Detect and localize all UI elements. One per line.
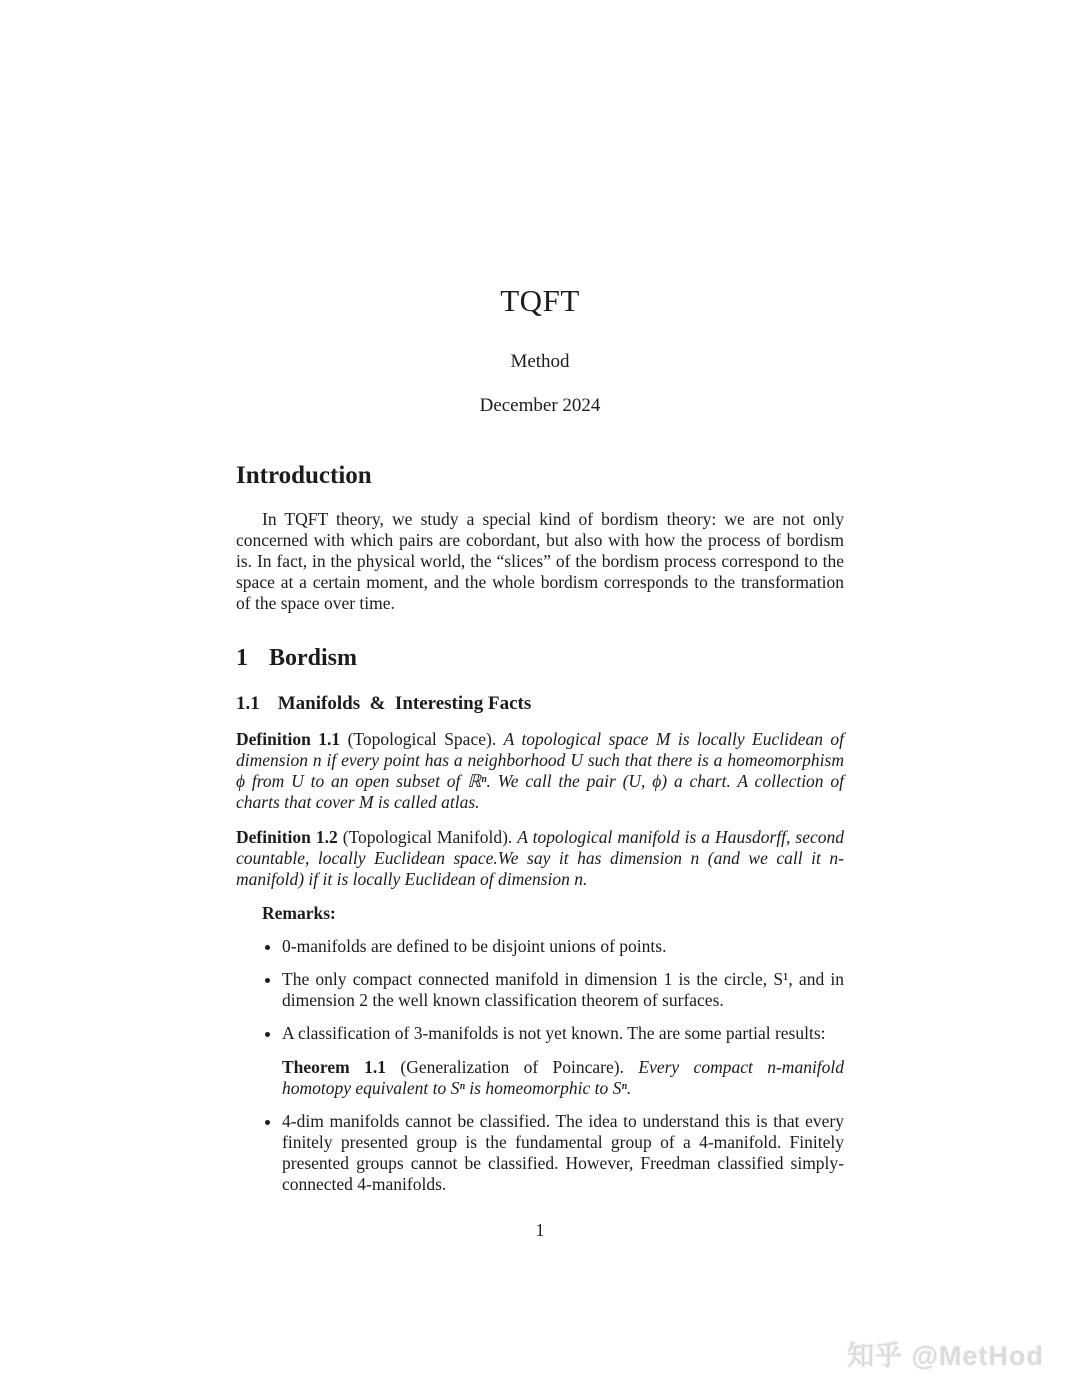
page-content (236, 0, 844, 1195)
subsection-number: 1.1 (236, 693, 260, 714)
subsection-title: Manifolds & Interesting Facts (277, 693, 532, 714)
definition-1-2 (236, 827, 844, 890)
definition-label: Definition 1.2 (236, 827, 338, 847)
page-number: 1 (535, 1220, 545, 1240)
remark-text: A classification of 3-manifolds is not yet known. The are some partial results: (282, 1023, 826, 1043)
remark-item (282, 936, 844, 957)
title-block (236, 0, 844, 417)
definition-body: A topological space M is locally Euclidean of dimension n if every point has a neighborhood U such that there is a homeomorphism ϕ from U to an open subset of ℝⁿ. We call the pair (U, ϕ) a chart. A collection of charts that cover M is called atlas. (236, 729, 845, 812)
section-heading-introduction: Introduction (236, 462, 372, 489)
paper-title: TQFT (500, 283, 580, 318)
remark-item (282, 1023, 844, 1099)
theorem-qualifier: (Generalization of Poincare). (400, 1057, 624, 1077)
zhihu-watermark: 知乎 @MetHod (847, 1341, 1044, 1371)
remark-item (282, 969, 844, 1011)
definition-qualifier: (Topological Manifold). (342, 827, 513, 847)
remark-text: 4-dim manifolds cannot be classified. The idea to understand this is that every finitely presented group is the fundamental group of a 4-manifold. Finitely presented groups cannot be classified. However, Freedman classified simply-connected 4-manifolds. (282, 1111, 844, 1194)
remark-item (282, 1111, 844, 1195)
theorem-label: Theorem 1.1 (282, 1057, 386, 1077)
introduction-paragraph: In TQFT theory, we study a special kind of bordism theory: we are not only concerned with which pairs are cobordant, but also with how the process of bordism is. In fact, in the physical world, the “slices” of the bordism process correspond to the space at a certain moment, and the whole bordism corresponds to the transformation of the space over time. (236, 509, 844, 613)
theorem-1-1 (282, 1057, 844, 1099)
subsection-heading-manifolds (236, 693, 844, 715)
remarks-heading: Remarks: (262, 903, 336, 923)
definition-label: Definition 1.1 (236, 729, 341, 749)
paper-author: Method (510, 351, 570, 372)
definition-1-1 (236, 729, 844, 813)
definition-body: A topological manifold is a Hausdorff, second countable, locally Euclidean space.We say it has dimension n (and we call it n-manifold) if it is locally Euclidean of dimension n. (236, 827, 845, 889)
section-title: Bordism (269, 645, 358, 671)
paper-date: December 2024 (479, 395, 601, 416)
theorem-body: Every compact n-manifold homotopy equivalent to Sⁿ is homeomorphic to Sⁿ. (282, 1057, 845, 1098)
remark-text: 0-manifolds are defined to be disjoint unions of points. (282, 936, 667, 956)
section-number: 1 (236, 645, 248, 671)
definition-qualifier: (Topological Space). (347, 729, 497, 749)
remark-text: The only compact connected manifold in dimension 1 is the circle, S¹, and in dimension 2 the well known classification theorem of surfaces. (282, 969, 844, 1010)
section-heading-bordism (236, 645, 844, 672)
remarks-list (236, 936, 844, 1195)
